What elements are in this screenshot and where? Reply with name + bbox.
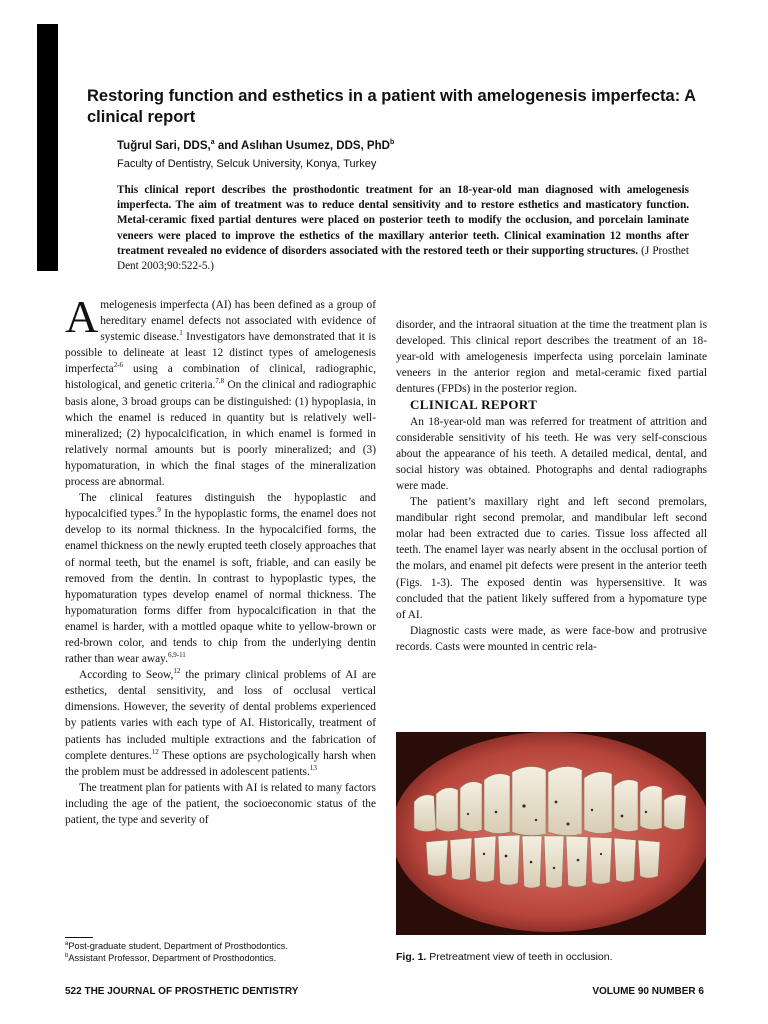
footnote-a: $^a$Post-graduate student, Department of Prosthodontics. (65, 940, 288, 951)
reference-mark: 7,8 (215, 377, 225, 386)
body-paragraph: An 18-year-old man was referred for treatment of attrition and considerable sensitivity of his teeth. He was very self-conscious about the appearance of his teeth. A detailed medical, dental, and social history was obtained. Photographs and dental radiographs were made. (396, 415, 707, 492)
author-1-affil-mark: a (210, 139, 215, 147)
intro-paragraph: Amelogenesis imperfecta (AI) has been defined as a group of hereditary enamel defects not associated with evidence of systemic disease.$^1$ Investigators have demonstrated that it is possible to delineate at least 12 distinct types of amelogenesis imperfecta$^{2-6}$ using a combination of clinical, radiographic, histological, and genetic criteria.$^{7,8}$ On the clinical and radiographic basis alone, 3 broad groups can be distinguished: (1) hypoplasia, in which the enamel is reduced in quantity but is relatively well-mineralized; (2) hypocalcification, in which enamel is formed in relatively normal amounts but is poorly mineralized; and (3) hypomaturation, in which the final stages of the mineralization process are abnormal. (65, 291, 377, 489)
reference-mark: 2-6 (113, 361, 124, 370)
abstract (117, 183, 689, 274)
body-paragraph: The patient’s maxillary right and left second premolars, mandibular right second premolar, and mandibular left second molar had been extracted due to caries. Tissue loss affected all teeth. The enamel layer was nearly absent in the occlusal portion of the molars, and enamel pit defects were present in the anterior teeth (Figs. 1-3). The exposed dentin was hypersensitive. It was concluded that the patient likely suffered from a hypomature type of AI. (396, 496, 707, 621)
section-heading: CLINICAL REPORT (410, 397, 538, 413)
author-line (117, 140, 717, 152)
footnote-b: $^b$Assistant Professor, Department of Prosthodontics. (65, 952, 277, 963)
journal-citation: (J Prosthet Dent 2003;90:522-5.) (117, 244, 689, 273)
footnote-rule (65, 937, 93, 938)
teeth-photo-illustration (396, 732, 706, 935)
author-2: Aslıhan Usumez, DDS, PhD (241, 140, 390, 152)
body-paragraph: The clinical features distinguish the hypoplastic and hypocalcified types.$^9$ In the hypoplastic forms, the enamel does not develop to its normal thickness. In the hypocalcified forms, the enamel thickness on the newly erupted teeth closely approaches that of normal teeth, but the enamel is soft, friable, and can easily be removed from the dentin. In contrast to hypoplastic types, the hypomaturation types develop enamel of normal thickness. The hypomaturation forms differ from hypocalcification in that the enamel is harder, with a mottled opaque white to yellow-brown or red-brown color, and tends to chip from the underlying dentin rather than wear away.$^{6,9-11}$ (65, 492, 376, 666)
abstract-text: This clinical report describes the prosthodontic treatment for an 18-year-old man diagnosed with amelogenesis imperfecta. The aim of treatment was to reduce dental sensitivity and to restore esthetics and masticatory function. Metal-ceramic fixed partial dentures were placed on posterior teeth to modify the occlusion, and porcelain laminate veneers were placed to improve the esthetics of the maxillary anterior teeth. Clinical examination 12 months after treatment revealed no evidence of disorders associated with the restored teeth or their supporting structures. (117, 184, 689, 257)
figure-caption (396, 951, 706, 963)
volume-footer: VOLUME 90 NUMBER 6 (592, 986, 704, 997)
body-paragraph: disorder, and the intraoral situation at the time the treatment plan is developed. This clinical report describes the treatment of an 18-year-old with amelogenesis imperfecta using porcelain laminate veneers in the anterior region and metal-ceramic fixed partial dentures (FPDs) in the posterior region. (396, 319, 707, 396)
reference-mark: 9 (157, 506, 161, 515)
section-marker-bar (37, 24, 58, 271)
reference-mark: 6,9-11 (167, 651, 186, 660)
body-column-left (65, 291, 377, 828)
figure-1-photo (396, 732, 706, 935)
reference-mark: 1 (179, 329, 183, 338)
body-paragraph: The treatment plan for patients with AI is related to many factors including the age of the patient, the socioeconomic status of the patient, the type and severity of (65, 781, 376, 826)
body-paragraph: According to Seow,$^{12}$ the primary clinical problems of AI are esthetics, dental sensitivity, and loss of occlusal vertical dimensions. However, the severity of dental problems experienced by patients varies with each type of AI. Historically, treatment of patients has included multiple extractions and the fabrication of complete dentures.$^{12}$ These options are psychologically harsh when the problem must be addressed in adolescent patients.$^{13}$ (65, 667, 377, 778)
drop-cap: A (65, 291, 99, 342)
body-paragraph: Diagnostic casts were made, as were face-bow and protrusive records. Casts were mounted in centric rela- (396, 624, 707, 653)
footnotes (65, 940, 385, 964)
reference-mark: 12 (173, 667, 181, 676)
body-column-right (396, 317, 707, 655)
author-join: and (214, 140, 242, 152)
affiliation: Faculty of Dentistry, Selcuk University, Konya, Turkey (117, 158, 377, 170)
reference-mark: 12 (151, 747, 159, 756)
reference-mark: 13 (309, 763, 317, 772)
article-title: Restoring function and esthetics in a patient with amelogenesis imperfecta: A clinical report (87, 87, 696, 126)
figure-label: Fig. 1. (396, 951, 427, 963)
figure-caption-text: Pretreatment view of teeth in occlusion. (429, 951, 613, 963)
author-2-affil-mark: b (389, 139, 395, 147)
journal-footer: 522 THE JOURNAL OF PROSTHETIC DENTISTRY (65, 986, 299, 997)
author-1: Tuğrul Sari, DDS, (117, 140, 211, 152)
